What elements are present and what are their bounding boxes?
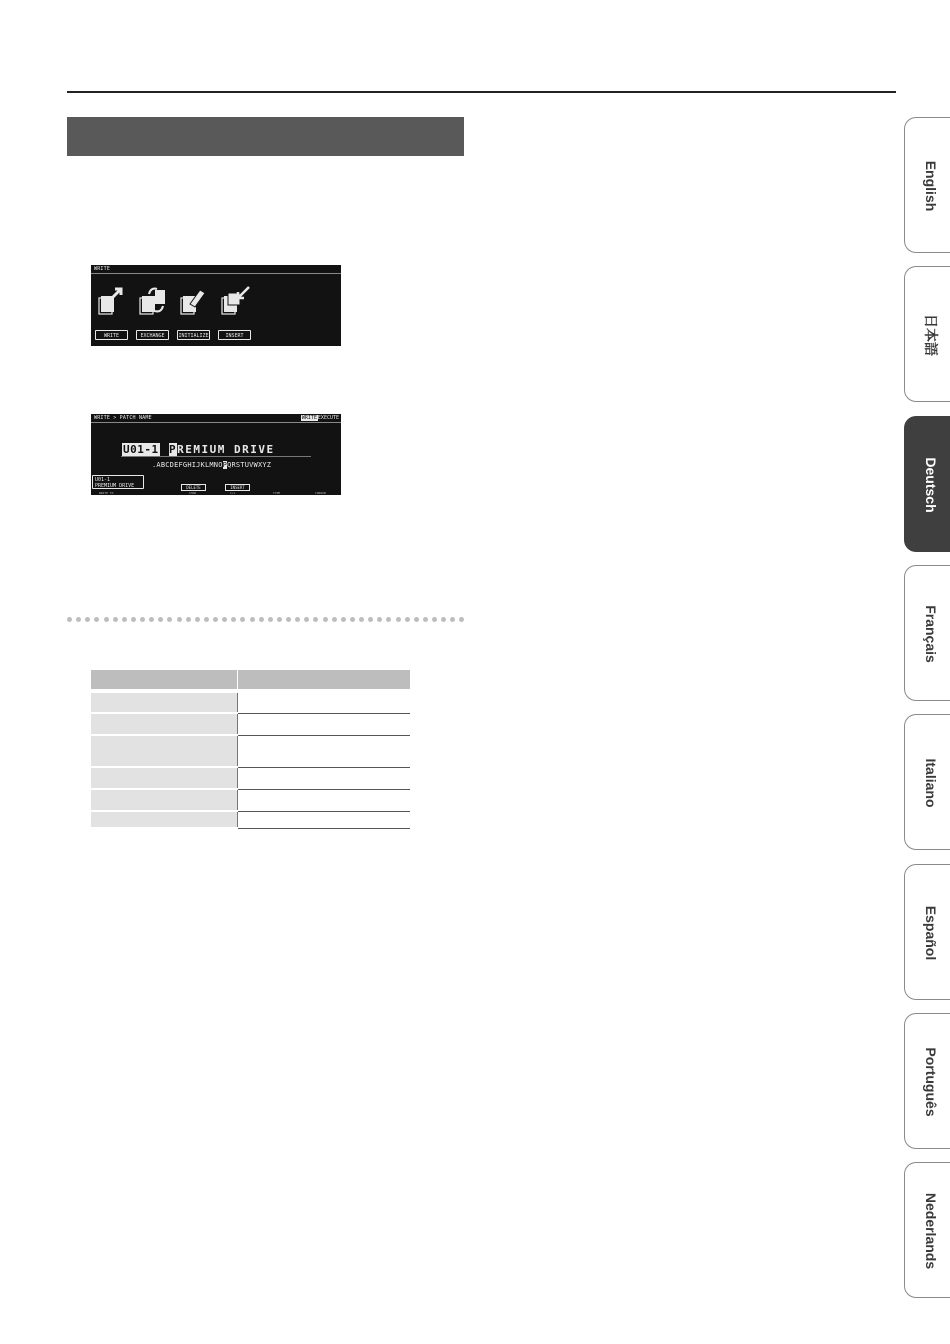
separator-dot <box>85 617 90 622</box>
initialize-button[interactable]: INITIALIZE <box>177 330 210 340</box>
separator-dot <box>167 617 172 622</box>
separator-dot <box>295 617 300 622</box>
exchange-icon <box>137 284 171 318</box>
section-heading-bar <box>67 117 464 156</box>
separator-dot <box>131 617 136 622</box>
separator-dot <box>386 617 391 622</box>
separator-dot <box>450 617 455 622</box>
separator-dot <box>304 617 309 622</box>
table-row <box>91 735 410 767</box>
separator-dot <box>414 617 419 622</box>
separator-dot <box>76 617 81 622</box>
separator-dot <box>405 617 410 622</box>
separator-dot <box>195 617 200 622</box>
insert-button[interactable]: INSERT <box>218 330 251 340</box>
selected-character: P <box>222 461 228 469</box>
name-cursor: P <box>169 443 178 456</box>
separator-dot <box>231 617 236 622</box>
separator-dot <box>368 617 373 622</box>
separator-dot <box>459 617 464 622</box>
write-to-name: PREMIUM DRIVE <box>95 483 135 489</box>
tab-espanol[interactable]: Español <box>904 864 950 1000</box>
table-row <box>91 767 410 789</box>
tab-english[interactable]: English <box>904 117 950 253</box>
footer-write-to: WRITE TO <box>99 491 114 495</box>
separator-dot <box>313 617 318 622</box>
separator-dot <box>250 617 255 622</box>
separator-dot <box>177 617 182 622</box>
separator-dot <box>350 617 355 622</box>
separator-dot <box>396 617 401 622</box>
table-row <box>91 789 410 811</box>
separator-dot <box>122 617 127 622</box>
separator-dot <box>149 617 154 622</box>
name-text: REMIUM DRIVE <box>177 443 275 456</box>
write-icon <box>96 284 130 318</box>
exchange-button[interactable]: EXCHANGE <box>136 330 169 340</box>
separator-dot <box>423 617 428 622</box>
mode-execute: EXECUTE <box>317 415 339 421</box>
name-underline <box>121 456 311 457</box>
patch-name-screen <box>91 414 341 495</box>
separator-dot <box>277 617 282 622</box>
footer-char: CHAR <box>189 491 197 495</box>
tab-portugues[interactable]: Português <box>904 1013 950 1149</box>
separator-dot <box>432 617 437 622</box>
separator-dot <box>213 617 218 622</box>
header-rule <box>67 91 896 93</box>
write-to-id: U01-1 <box>95 477 111 483</box>
separator-dot <box>332 617 337 622</box>
write-screen <box>91 265 341 346</box>
character-list[interactable]: .ABCDEFGHIJKLMNOPQRSTUVWXYZ <box>152 461 272 469</box>
separator-dot <box>268 617 273 622</box>
write-button[interactable]: WRITE <box>95 330 128 340</box>
separator-dot <box>222 617 227 622</box>
footer-type: TYPE <box>273 491 281 495</box>
separator-dot <box>377 617 382 622</box>
separator-dot <box>94 617 99 622</box>
separator-dot <box>140 617 145 622</box>
table-row <box>91 811 410 828</box>
write-screen-title: WRITE <box>94 266 111 272</box>
table-header-row <box>91 670 410 689</box>
tab-nederlands[interactable]: Nederlands <box>904 1162 950 1298</box>
separator-dot <box>323 617 328 622</box>
initialize-icon <box>178 284 212 318</box>
separator-dot <box>104 617 109 622</box>
parameter-table <box>91 670 410 829</box>
dotted-separator <box>67 614 465 624</box>
tab-francais[interactable]: Français <box>904 565 950 701</box>
table-row <box>91 693 410 713</box>
write-to-box[interactable] <box>92 475 144 489</box>
mode-indicator <box>301 415 339 421</box>
tab-japanese[interactable]: 日本語 <box>904 266 950 402</box>
footer-cl: C/L <box>230 491 236 495</box>
separator-dot <box>113 617 118 622</box>
table-row <box>91 713 410 735</box>
separator-dot <box>359 617 364 622</box>
separator-dot <box>67 617 72 622</box>
delete-button[interactable]: DELETE <box>181 484 206 491</box>
separator-dot <box>286 617 291 622</box>
screen-divider <box>91 273 341 274</box>
patch-name-field[interactable] <box>169 443 275 456</box>
insert-icon <box>219 284 253 318</box>
insert-char-button[interactable]: INSERT <box>225 484 250 491</box>
patch-id: U01-1 <box>123 443 159 456</box>
footer-cursor: CURSOR <box>315 491 326 495</box>
separator-dot <box>240 617 245 622</box>
tab-deutsch[interactable]: Deutsch <box>904 416 950 552</box>
screen-divider <box>91 422 341 423</box>
separator-dot <box>204 617 209 622</box>
separator-dot <box>259 617 264 622</box>
separator-dot <box>186 617 191 622</box>
separator-dot <box>341 617 346 622</box>
tab-italiano[interactable]: Italiano <box>904 714 950 850</box>
mode-write: WRITE <box>301 415 317 421</box>
separator-dot <box>158 617 163 622</box>
separator-dot <box>441 617 446 622</box>
patch-name-title: WRITE > PATCH NAME <box>94 415 152 421</box>
